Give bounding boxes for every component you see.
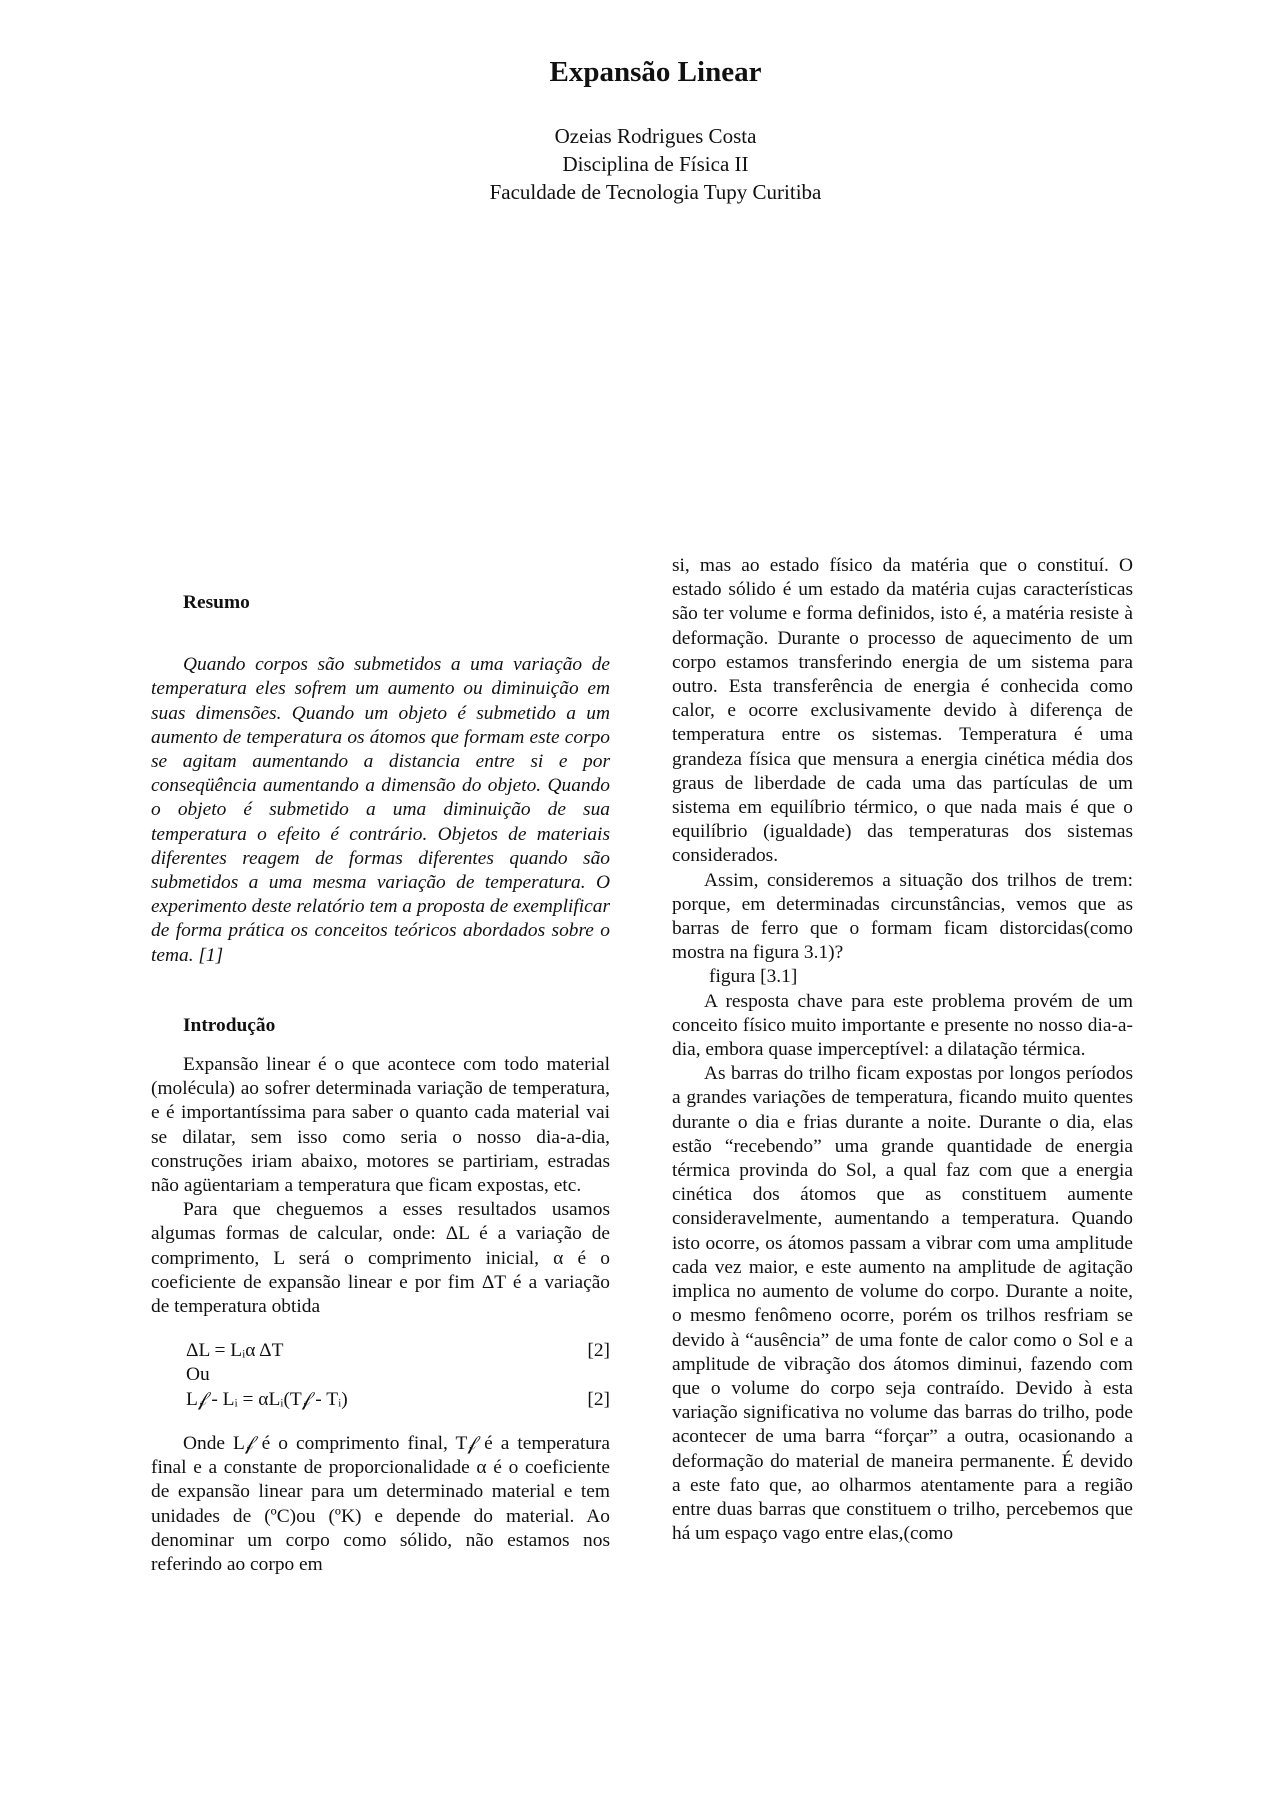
right-paragraph-1: si, mas ao estado físico da matéria que o constituí. O estado sólido é um estado da matéria cujas características são ter volume e forma definidos, isto é, a matéria resiste à deformação. Durante o processo de aquecimento de um corpo estamos transferindo energia de um sistema para outro. Esta transferência de energia é conhecida como calor, e ocorre exclusivamente devido à diferença de temperatura entre os sistemas. Temperatura é uma grandeza física que mensura a energia cinética média dos graus de liberdade de cada uma das partículas de um sistema em equilíbrio térmico, o que nada mais é que o equilíbrio (igualdade) das temperaturas dos sistemas considerados. [672,555,1133,867]
intro-paragraph-3: Onde L𝒻 é o comprimento final, T𝒻 é a temperatura final e a constante de proporcionalidade α é o coeficiente de expansão linear para um determinado material e tem unidades de (ºC)ou (ºK) e depende do material. Ao denominar um corpo como sólido, não estamos nos referindo ao corpo em [151,1432,610,1575]
left-column [151,591,610,1577]
abstract-heading: Resumo [183,592,250,613]
equation-2 [151,1388,610,1412]
equation-2-ref: [2] [587,1388,610,1410]
right-paragraph-3: A resposta chave para este problema provém de um conceito físico muito importante e presente no nosso dia-a-dia, embora quase imperceptível: a dilatação térmica. [672,990,1133,1061]
equation-or: Ou [186,1364,210,1386]
abstract-text: Quando corpos são submetidos a uma variação de temperatura eles sofrem um aumento ou diminuição em suas dimensões. Quando um objeto é submetido a um aumento de temperatura os átomos que formam este corpo se agitam aumentando a distancia entre si e por conseqüência aumentando a dimensão do objeto. Quando o objeto é submetido a uma diminuição de sua temperatura o efeito é contrário. Objetos de materiais diferentes reagem de formas diferentes quando são submetidos a uma mesma variação de temperatura. O experimento deste relatório tem a proposta de exemplificar de forma prática os conceitos teóricos abordados sobre o tema. [1] [151,654,610,966]
author-name: Ozeias Rodrigues Costa [554,124,757,148]
equation-1-formula: ΔL = Lᵢα ΔT [186,1340,284,1362]
author-block [0,122,1280,206]
figure-caption: figura [3.1] [709,966,798,988]
right-paragraph-4: As barras do trilho ficam expostas por longos períodos a grandes variações de temperatura, ficando muito quentes durante o dia e frias durante a noite. Durante o dia, elas estão “recebendo” uma grande quantidade de energia térmica provinda do Sol, a qual faz com que a energia cinética dos átomos que as constituem aumente consideravelmente, aumentando a temperatura. Quando isto ocorre, os átomos passam a vibrar com uma amplitude cada vez maior, e este aumento na amplitude de agitação implica no aumento de volume do corpo. Durante a noite, o mesmo fenômeno ocorre, porém os trilhos resfriam se devido à “ausência” de uma fonte de calor como o Sol e a amplitude de vibração dos átomos diminui, fazendo com que o volume do corpo seja contraído. Devido à esta variação significativa no volume das barras do trilho, pode acontecer de uma barra “forçar” a outra, ocasionando a deformação do material de maneira permanente. É devido a este fato que, ao olharmos atentamente para a região entre duas barras que constituem o trilho, percebemos que há um espaço vago entre elas,(como [672,1063,1133,1545]
equation-1-ref: [2] [587,1340,610,1362]
equation-2-formula: L𝒻 - Lᵢ = αLᵢ(T𝒻 - Tᵢ) [186,1388,348,1410]
paper-title: Expansão Linear [549,56,762,88]
discipline: Disciplina de Física II [562,152,749,176]
right-paragraph-2: Assim, consideremos a situação dos trilhos de trem: porque, em determinadas circunstâncias, vemos que as barras de ferro que o formam ficam distorcidas(como mostra na figura 3.1)? [672,869,1133,964]
right-column [672,554,1133,1546]
intro-paragraph-1: Expansão linear é o que acontece com todo material (molécula) ao sofrer determinada variação de temperatura, e é importantíssima para saber o quanto cada material vai se dilatar, sem isso como seria o nosso dia-a-dia, construções iriam abaixo, motores se partiriam, estradas não agüentariam a temperatura que ficam expostas, etc. [151,1054,610,1197]
equation-1 [151,1339,610,1363]
intro-paragraph-2: Para que cheguemos a esses resultados usamos algumas formas de calcular, onde: ΔL é a variação de comprimento, L será o comprimento inicial, α é o coeficiente de expansão linear e por fim ΔT é a variação de temperatura obtida [151,1199,610,1318]
institution: Faculdade de Tecnologia Tupy Curitiba [489,180,822,204]
introduction-heading: Introdução [183,1014,276,1036]
